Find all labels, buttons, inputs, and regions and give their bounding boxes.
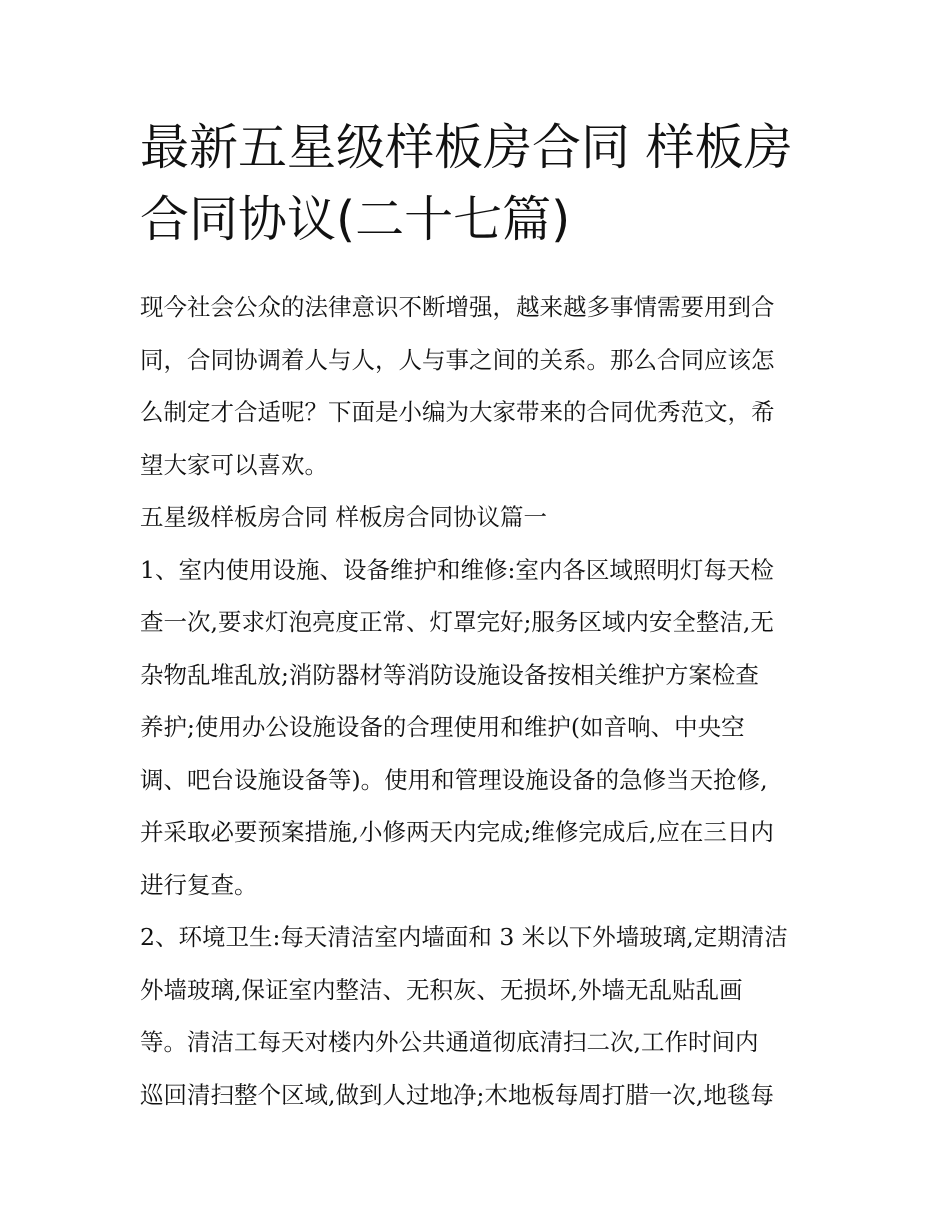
text-line: 调、吧台设施设备等)。使用和管理设施设备的急修当天抢修, (140, 765, 768, 794)
section-heading (140, 491, 812, 544)
text-line: 进行复查。 (140, 870, 258, 899)
text-line: 养护;使用办公设施设备的合理使用和维护(如音响、中央空 (140, 713, 745, 741)
text-line: 并采取必要预案措施,小修两天内完成;维修完成后,应在三日内 (140, 818, 774, 846)
item-2-paragraph (140, 911, 812, 1121)
text-line: 同，合同协调着人与人，人与事之间的关系。那么合同应该怎 (140, 345, 775, 374)
text-line: 外墙玻璃,保证室内整洁、无积灰、无损坏,外墙无乱贴乱画 (140, 975, 743, 1004)
text-line: 望大家可以喜欢。 (140, 450, 328, 479)
text-line: 查一次,要求灯泡亮度正常、灯罩完好;服务区域内安全整洁,无 (140, 608, 774, 636)
title-line: 最新五星级样板房合同 样板房 (140, 119, 793, 176)
text-line: 等。清洁工每天对楼内外公共通道彻底清扫二次,工作时间内 (140, 1028, 759, 1056)
text-line: 巡回清扫整个区域,做到人过地净;木地板每周打腊一次,地毯每 (140, 1080, 774, 1109)
text-line: 五星级样板房合同 样板房合同协议篇一 (140, 503, 547, 531)
document-page (140, 112, 812, 1121)
text-line: 么制定才合适呢？下面是小编为大家带来的合同优秀范文，希 (140, 398, 775, 426)
intro-paragraph (140, 281, 812, 491)
text-line: 杂物乱堆乱放;消防器材等消防设施设备按相关维护方案检查 (140, 660, 759, 689)
document-title (140, 112, 812, 256)
text-line: 现今社会公众的法律意识不断增强，越来越多事情需要用到合 (140, 293, 775, 321)
text-line: 2、环境卫生:每天清洁室内墙面和 3 米以下外墙玻璃,定期清洁 (140, 923, 788, 951)
title-line: 合同协议(二十七篇) (140, 191, 571, 248)
text-line: 1、室内使用设施、设备维护和维修:室内各区域照明灯每天检 (140, 555, 774, 584)
item-1-paragraph (140, 544, 812, 912)
